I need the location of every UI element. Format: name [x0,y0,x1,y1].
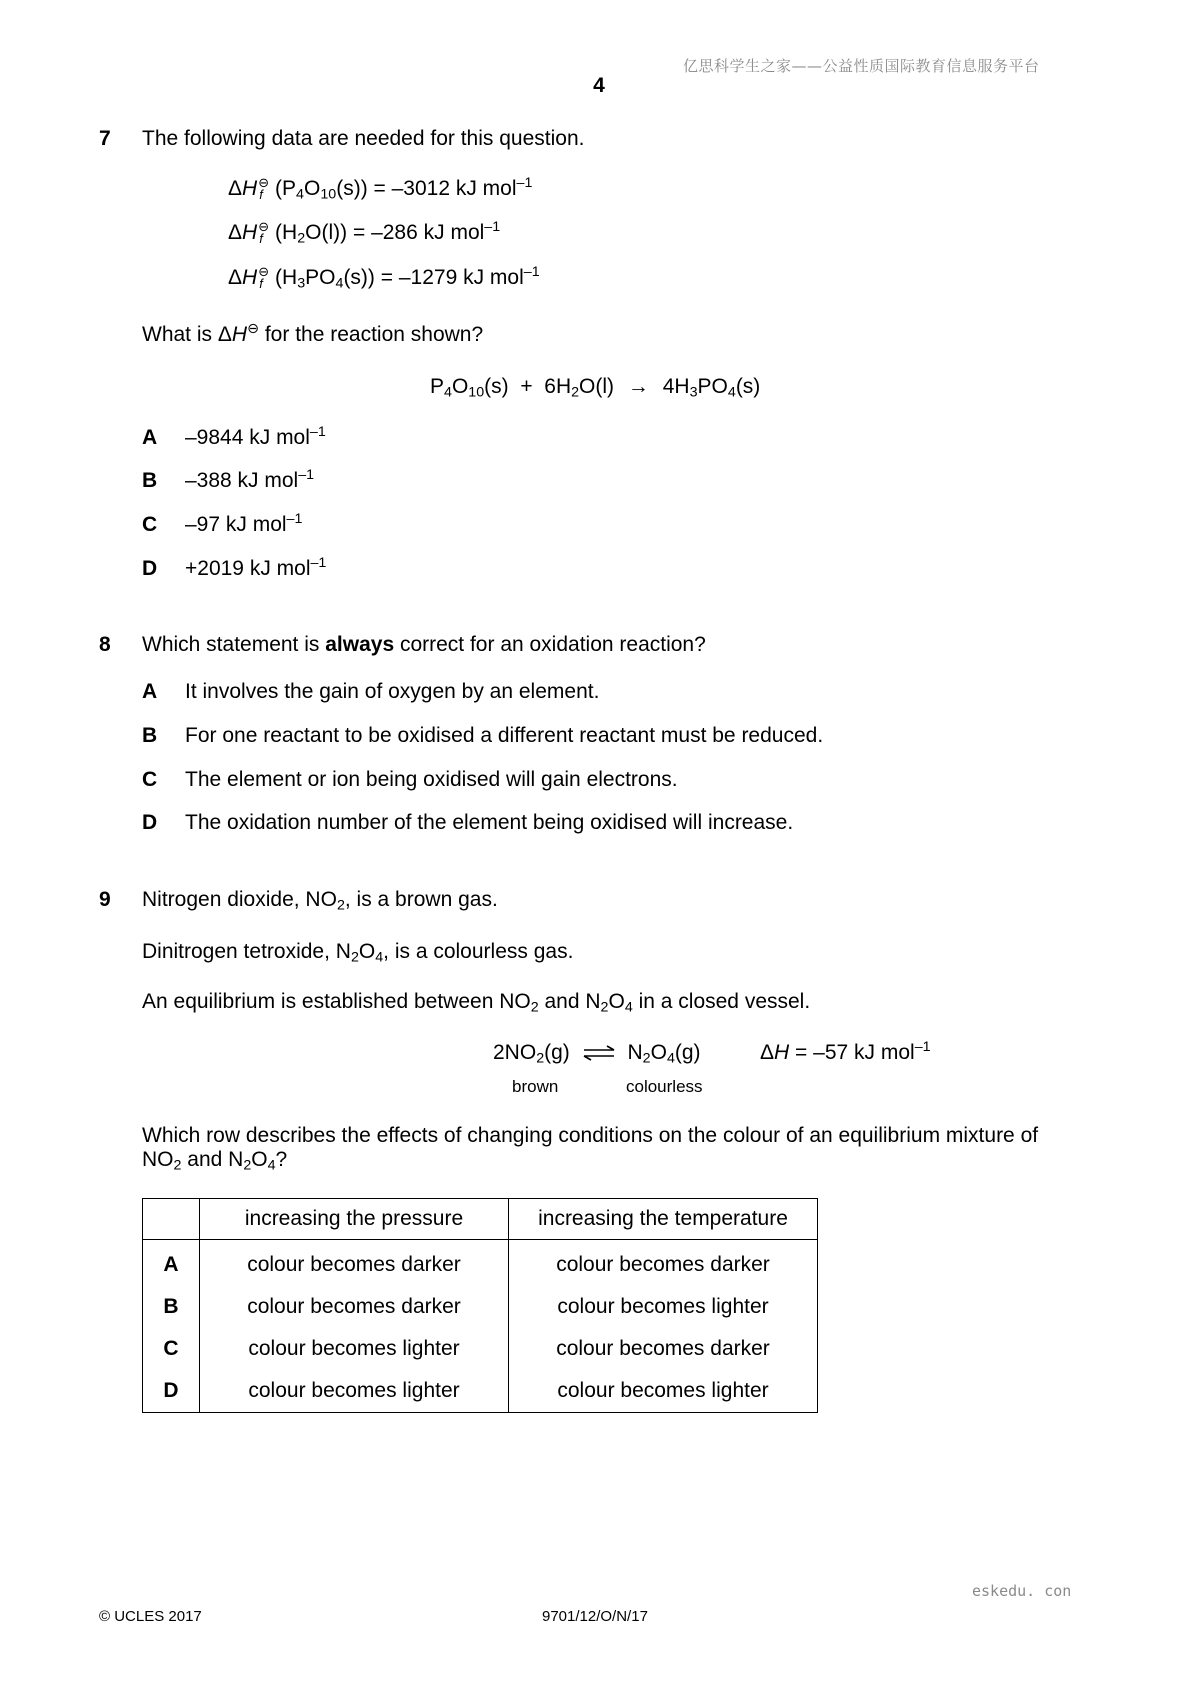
equilibrium-arrow-icon [582,1045,616,1061]
row-pressure-cell: colour becomes lighter [200,1328,509,1370]
page-number: 4 [593,74,605,97]
q8-option-c[interactable]: The element or ion being oxidised will gain electrons. [185,768,678,791]
row-temperature-cell: colour becomes darker [509,1240,818,1287]
q9-line-1: Nitrogen dioxide, $NO_2$, is a brown gas. [142,888,498,914]
paper-code: 9701/12/O/N/17 [542,1608,648,1625]
table-header-row [143,1199,818,1240]
brown-label: brown [512,1077,559,1096]
q7-option-d[interactable]: +2019 kJ mol$^{-1}$ [185,555,327,580]
q8-option-a[interactable]: It involves the gain of oxygen by an element. [185,680,600,703]
q8-option-b[interactable]: For one reactant to be oxidised a different reactant must be reduced. [185,724,824,747]
data-line-3: ΔH ⊖ f $(H_3PO_4(s)) = -1279$ kJ mol$^{-1}$ [228,264,540,292]
equilibrium-equation: $2NO_2(g)$ $N_2O_4(g)$ [493,1041,701,1067]
row-letter: B [143,1286,200,1328]
copyright: © UCLES 2017 [99,1608,202,1625]
row-letter: C [143,1328,200,1370]
watermark-footer: eskedu. con [972,1582,1072,1600]
q7-option-a-letter: A [142,426,158,449]
data-line-2: ΔH ⊖ f $(H_2O(l)) = -286$ kJ mol$^{-1}$ [228,219,501,247]
reaction-arrow-icon: → [627,375,649,398]
table-row[interactable] [143,1370,818,1413]
enthalpy-change: ΔH = –57 kJ mol$^{-1}$ [760,1039,931,1064]
question-7-number: 7 [99,127,111,150]
question-8-number: 8 [99,633,111,656]
table-header-pressure: increasing the pressure [200,1199,509,1240]
q9-question: Which row describes the effects of changing conditions on the colour of an equilibrium mixture of $NO_2$ and $N_2O_4$? [142,1124,1039,1174]
table-header-empty [143,1199,200,1240]
row-letter: A [143,1240,200,1287]
row-temperature-cell: colour becomes lighter [509,1286,818,1328]
q8-option-c-letter: C [142,768,158,791]
reaction-equation: $P_4O_{10}(s) + 6H_2O(l) \to 4H_3PO_4(s)$ [430,375,761,401]
data-line-1: ΔH ⊖ f $(P_4O_{10}(s)) = -3012$ kJ mol$^{-1}$ [228,175,533,203]
question-8-text: Which statement is always correct for an oxidation reaction? [142,633,706,656]
question-7-intro: The following data are needed for this question. [142,127,585,150]
q8-option-b-letter: B [142,724,158,747]
question-9-number: 9 [99,888,111,911]
row-pressure-cell: colour becomes darker [200,1240,509,1287]
answer-table [142,1198,818,1413]
row-pressure-cell: colour becomes lighter [200,1370,509,1413]
q7-option-b[interactable]: –388 kJ mol$^{-1}$ [185,467,315,492]
table-row[interactable] [143,1328,818,1370]
q8-option-a-letter: A [142,680,158,703]
row-pressure-cell: colour becomes darker [200,1286,509,1328]
q7-option-a[interactable]: –9844 kJ mol$^{-1}$ [185,424,326,449]
q7-option-d-letter: D [142,557,158,580]
table-row[interactable] [143,1286,818,1328]
q9-line-2: Dinitrogen tetroxide, $N_2O_4$, is a colourless gas. [142,940,574,966]
row-temperature-cell: colour becomes lighter [509,1370,818,1413]
question-7-text: What is ΔH⊖ for the reaction shown? [142,321,484,346]
q8-option-d[interactable]: The oxidation number of the element being oxidised will increase. [185,811,794,834]
q7-option-b-letter: B [142,469,158,492]
watermark-header: 亿思科学生之家——公益性质国际教育信息服务平台 [683,57,1040,75]
colourless-label: colourless [626,1077,703,1096]
q9-line-3: An equilibrium is established between $NO_2$ and $N_2O_4$ in a closed vessel. [142,990,811,1016]
q7-option-c-letter: C [142,513,158,536]
row-letter: D [143,1370,200,1413]
table-header-temperature: increasing the temperature [509,1199,818,1240]
row-temperature-cell: colour becomes darker [509,1328,818,1370]
q7-option-c[interactable]: –97 kJ mol$^{-1}$ [185,511,303,536]
table-row[interactable] [143,1240,818,1287]
q8-option-d-letter: D [142,811,158,834]
